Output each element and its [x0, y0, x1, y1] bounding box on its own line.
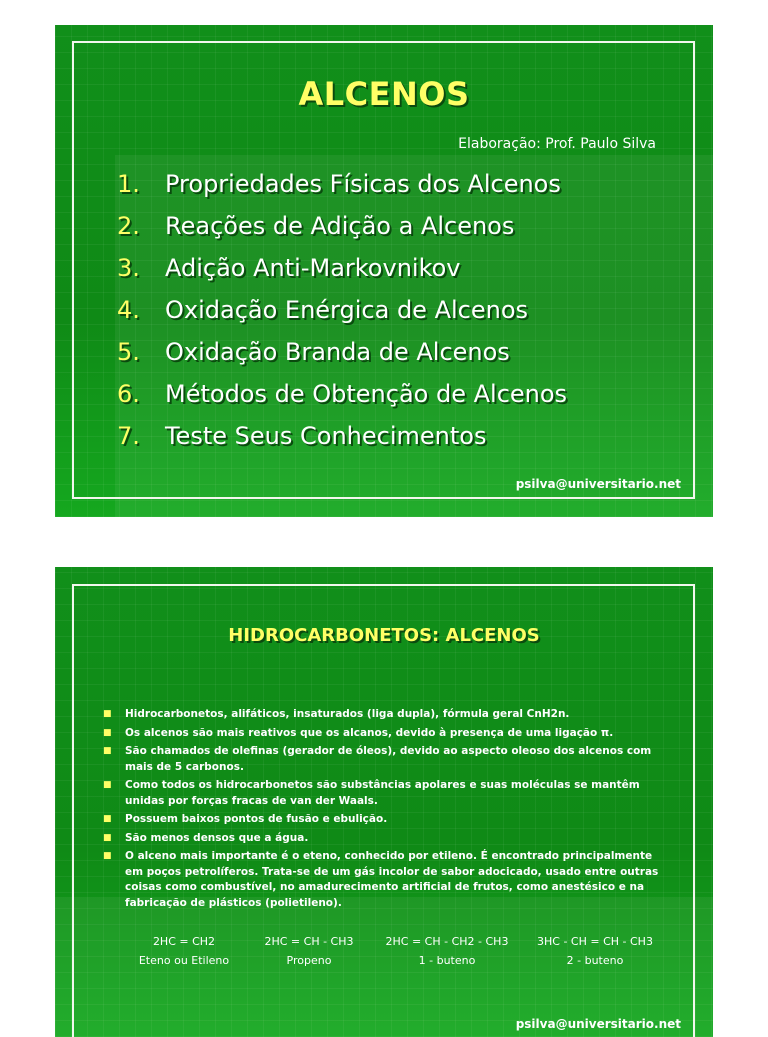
- formula-text: 2HC = CH - CH3: [264, 935, 354, 948]
- formula-name: 2 - buteno: [566, 954, 624, 967]
- formula-eteno: [129, 935, 239, 967]
- topic-item[interactable]: 1. Propriedades Físicas dos Alcenos: [117, 170, 561, 198]
- topic-label: Teste Seus Conhecimentos: [165, 422, 487, 450]
- author-credit: Elaboração: Prof. Paulo Silva: [458, 136, 656, 152]
- list-item: ■ O alceno mais importante é o eteno, conhecido por etileno. É encontrado principalmente em poços petrolíferos. Trata-se de um gás incolor de sabor adocicado, usado entre outras coisas como combustível, no amadurecimento artificial de frutos, como anestésico e na fabricação de plásticos (polietileno).: [103, 850, 659, 909]
- formula-propeno: [249, 935, 369, 967]
- list-item: ■ Possuem baixos pontos de fusão e ebulição.: [103, 812, 665, 828]
- topic-item[interactable]: 4. Oxidação Enérgica de Alcenos: [117, 296, 529, 324]
- square-bullet-icon: ■: [103, 746, 112, 756]
- formula-text: 2HC = CH - CH2 - CH3: [385, 935, 509, 948]
- topic-label: Oxidação Enérgica de Alcenos: [165, 296, 529, 324]
- square-bullet-icon: ■: [103, 780, 112, 790]
- topics-list: [117, 167, 567, 461]
- list-item: ■ Como todos os hidrocarbonetos são substâncias apolares e suas moléculas se mantêm unidas por forças fracas de van der Waals.: [103, 779, 640, 807]
- square-bullet-icon: ■: [103, 814, 112, 824]
- topic-item[interactable]: 7. Teste Seus Conhecimentos: [117, 422, 487, 450]
- square-bullet-icon: ■: [103, 851, 112, 861]
- facts-list: [103, 707, 665, 914]
- formula-name: Propeno: [286, 954, 332, 967]
- email-link[interactable]: psilva@universitario.net: [515, 1017, 681, 1031]
- topic-label: Oxidação Branda de Alcenos: [165, 338, 510, 366]
- formula-text: 3HC - CH = CH - CH3: [537, 935, 653, 948]
- formula-text: 2HC = CH2: [152, 935, 216, 948]
- formula-name: 1 - buteno: [418, 954, 476, 967]
- square-bullet-icon: ■: [103, 832, 112, 843]
- topic-item[interactable]: 6. Métodos de Obtenção de Alcenos: [117, 380, 568, 408]
- slide-title: ALCENOS: [298, 75, 470, 113]
- topic-item[interactable]: 5. Oxidação Branda de Alcenos: [117, 338, 510, 366]
- slide-title: HIDROCARBONETOS: ALCENOS: [228, 625, 540, 646]
- topic-label: Adição Anti-Markovnikov: [165, 254, 461, 282]
- topic-item[interactable]: 2. Reações de Adição a Alcenos: [117, 212, 515, 240]
- slide-alcenos-index: [55, 25, 713, 517]
- topic-label: Propriedades Físicas dos Alcenos: [165, 170, 561, 198]
- square-bullet-icon: ■: [103, 709, 112, 719]
- topic-label: Reações de Adição a Alcenos: [165, 212, 515, 240]
- square-bullet-icon: ■: [103, 727, 112, 738]
- slide-hidrocarbonetos: [55, 567, 713, 1037]
- topic-label: Métodos de Obtenção de Alcenos: [165, 380, 568, 408]
- list-item: ■ Os alcenos são mais reativos que os alcanos, devido à presença de uma ligação π.: [103, 726, 665, 742]
- list-item: ■ São chamados de olefinas (gerador de óleos), devido ao aspecto oleoso dos alcenos com mais de 5 carbonos.: [103, 745, 652, 773]
- formula-1-buteno: [377, 935, 517, 967]
- topic-item[interactable]: 3. Adição Anti-Markovnikov: [117, 254, 461, 282]
- list-item: ■ São menos densos que a água.: [103, 831, 665, 847]
- formula-name: Eteno ou Etileno: [138, 954, 230, 967]
- formula-2-buteno: [525, 935, 665, 967]
- email-link[interactable]: psilva@universitario.net: [515, 477, 681, 491]
- list-item: ■ Hidrocarbonetos, alifáticos, insaturados (liga dupla), fórmula geral CnH2n.: [103, 707, 665, 723]
